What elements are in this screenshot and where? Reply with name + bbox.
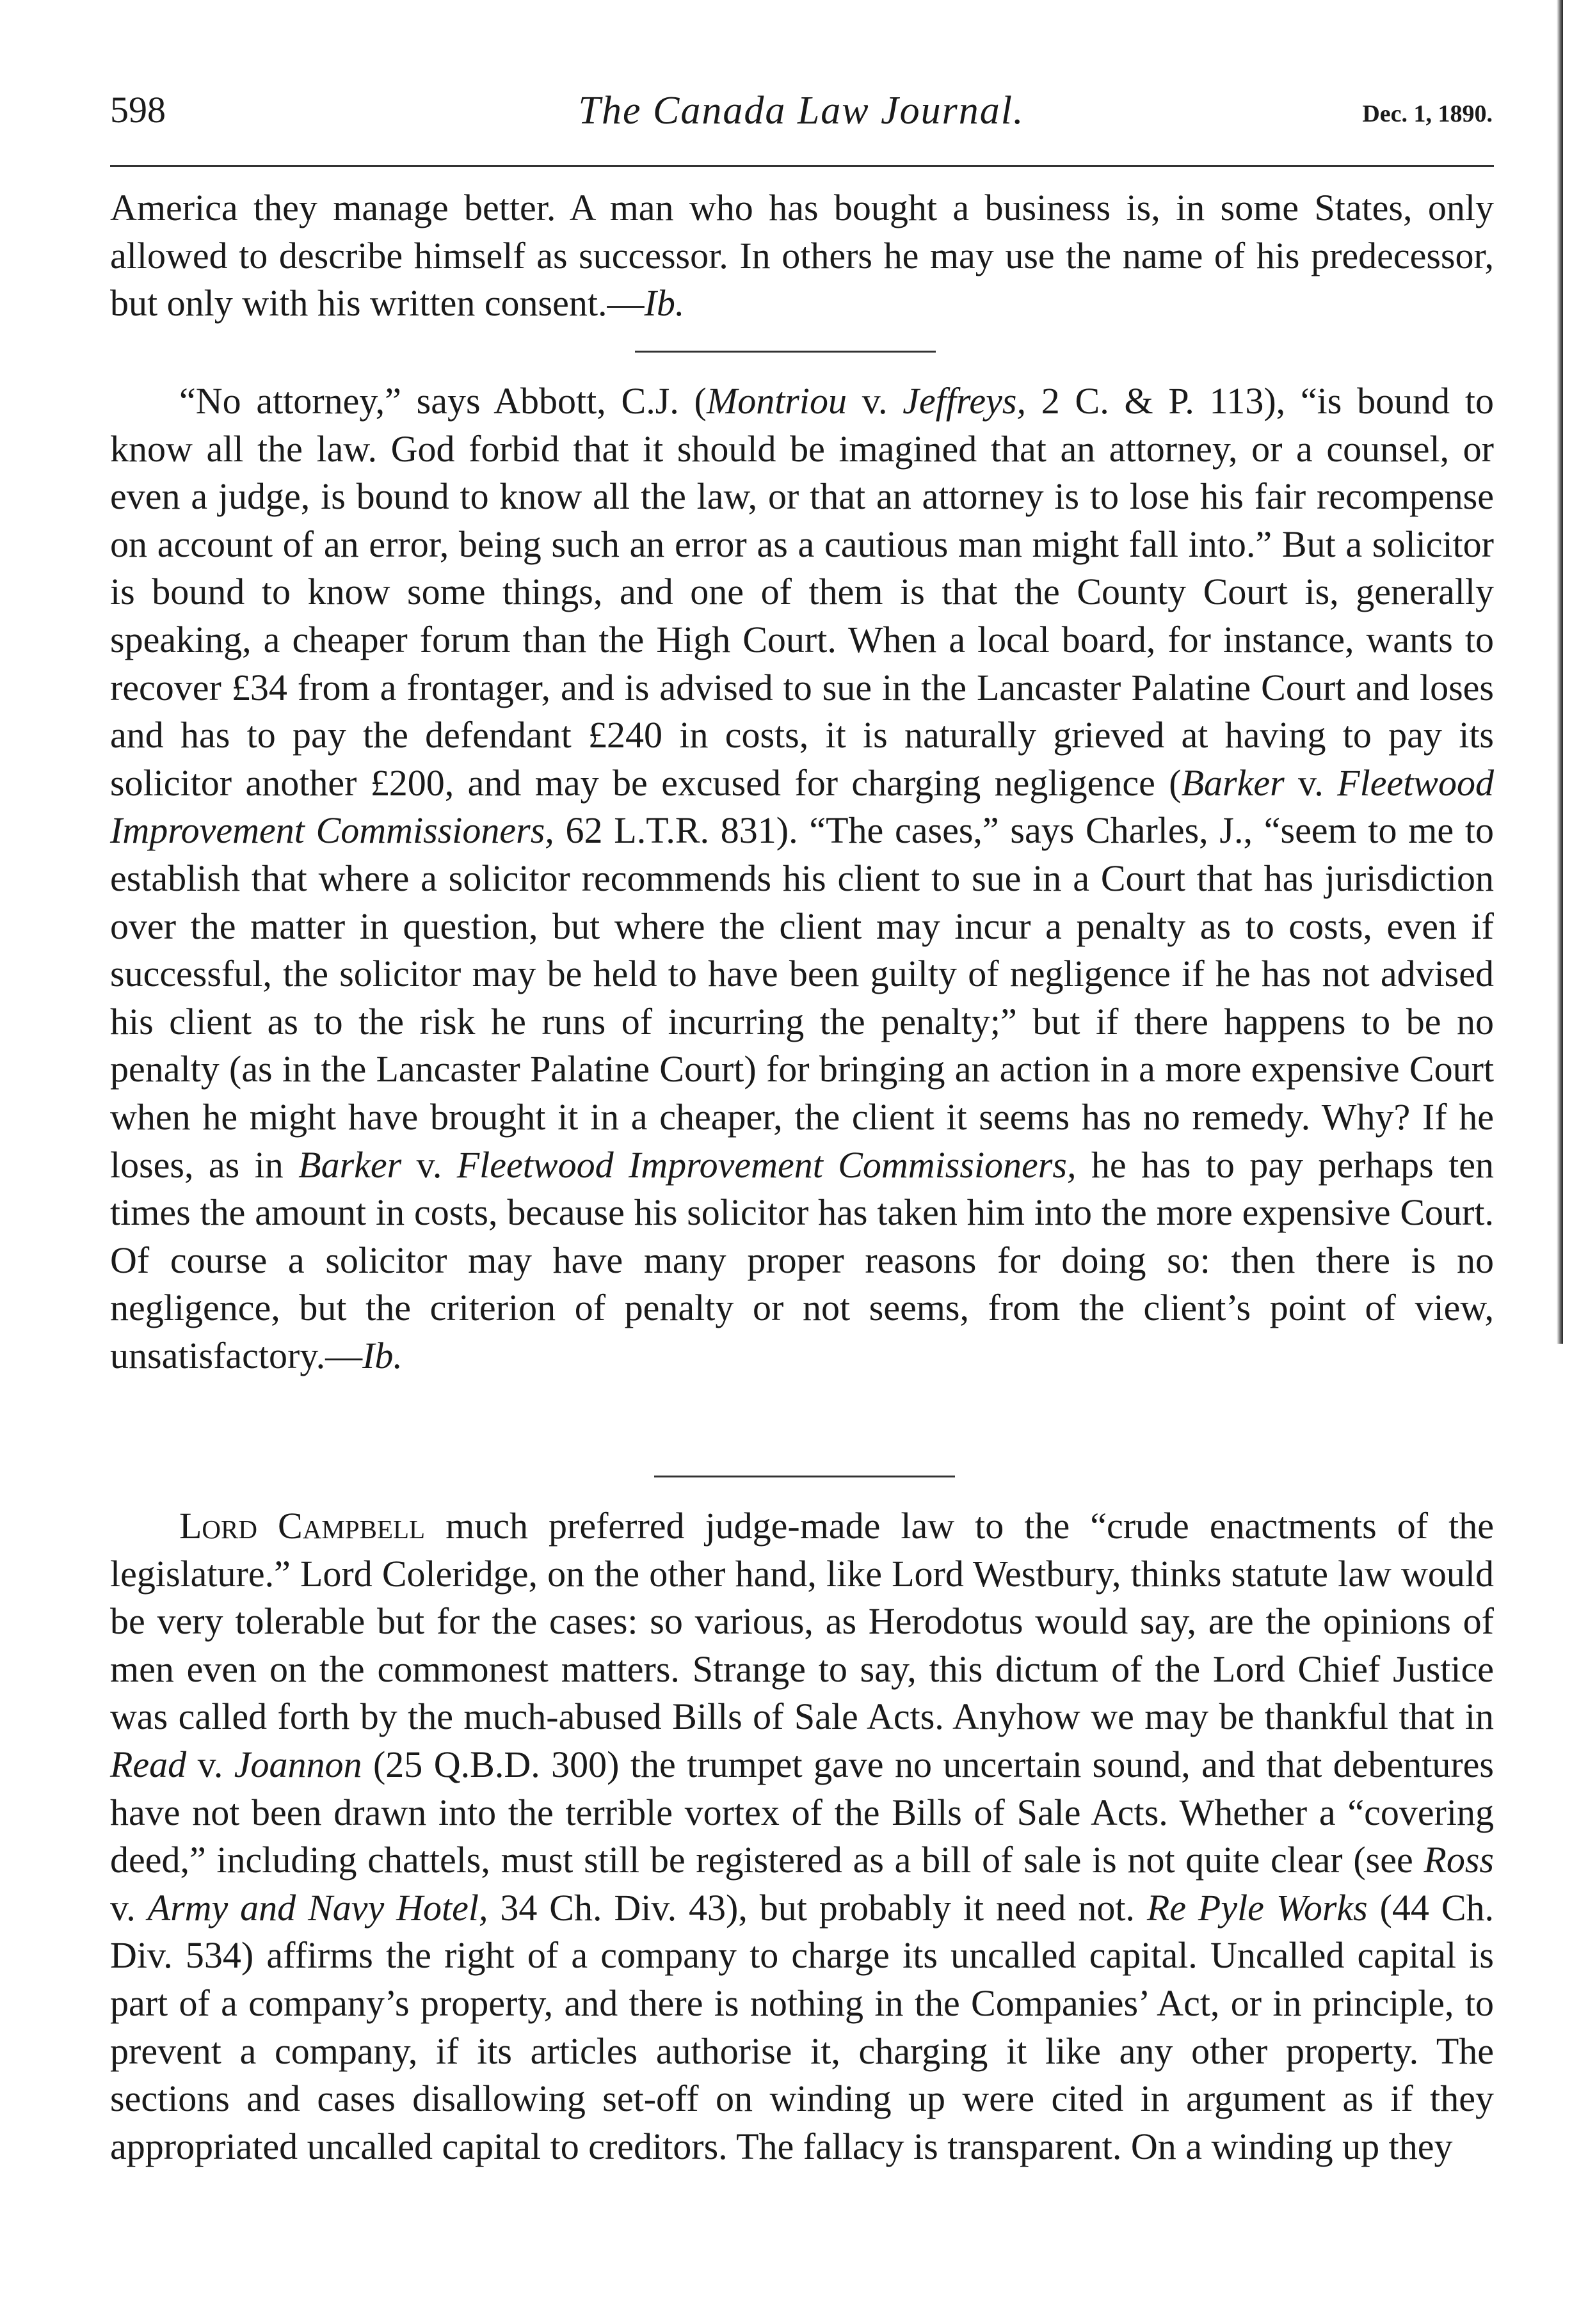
name-small-caps: Lord Campbell bbox=[179, 1505, 426, 1547]
page-number: 598 bbox=[110, 89, 166, 131]
journal-title: The Canada Law Journal. bbox=[578, 89, 1025, 132]
case-name: Fleetwood Improvement Commissioners, bbox=[110, 761, 1494, 852]
text-run: v. bbox=[401, 1143, 457, 1186]
text-run: much preferred judge-made law to the “crude enactments of the legislature.” Lord Coleridge, on the other hand, like Lord Westbury, thinks statute law would be very tolerable but for the cases: so various, as Herodotus would say, are the opinions of men even on the commonest matters. Strange to say, this dictum of the Lord Chief Justice was called forth by the much-abused Bills of Sale Acts. Anyhow we may be thankful that in bbox=[110, 1505, 1494, 1738]
text-run: 62 L.T.R. 831). “The cases,” says Charles, J., “seem to me to establish that where a solicitor recommends his client to sue in a Court that has jurisdiction over the matter in question, but where the client may incur a penalty as to costs, even if successful, the solicitor may be held to have been guilty of negligence if he has not advised his client as to the risk he runs of incurring the penalty;” but if there happens to be no penalty (as in the Lancaster Palatine Court) for bringing an action in a more expensive Court when he might have brought it in a cheaper, the client it seems has no remedy. Why? If he loses, as in bbox=[110, 809, 1494, 1186]
case-name: Jeffreys, bbox=[902, 380, 1026, 422]
text-run: v. bbox=[186, 1743, 234, 1785]
section-separator bbox=[635, 351, 936, 353]
running-header bbox=[110, 88, 1493, 139]
text-run: v. bbox=[110, 1886, 148, 1929]
text-run: 34 Ch. Div. 43), but probably it need not. bbox=[488, 1886, 1147, 1929]
case-name: Barker bbox=[1181, 761, 1285, 804]
section-separator bbox=[654, 1476, 955, 1477]
case-name: Joannon bbox=[234, 1743, 362, 1785]
paragraph-lord-campbell bbox=[110, 1502, 1494, 2170]
text-run: America they manage better. A man who has bought a business is, in some States, only allowed to describe himself as successor. In others he may use the name of his predecessor, but only with his written consent.— bbox=[110, 187, 1494, 324]
citation-ib: Ib. bbox=[644, 282, 685, 324]
page-edge-shadow bbox=[1557, 0, 1563, 1344]
issue-date: Dec. 1, 1890. bbox=[1362, 100, 1493, 127]
text-run: v. bbox=[1284, 761, 1338, 804]
case-name: Montriou bbox=[706, 380, 847, 422]
text-run: v. bbox=[847, 380, 903, 422]
text-run: “No attorney,” says Abbott, C.J. ( bbox=[179, 380, 707, 422]
text-run: (44 Ch. Div. 534) affirms the right of a company to charge its uncalled capital. Uncalled capital is part of a company’s property, and there is nothing in the Companies’ Act, or in principle, to prevent a company, if its articles authorise it, charging it like any other property. The sections and cases disallowing set-off on winding up were cited in argument as if they appropriated uncalled capital to creditors. The fallacy is transparent. On a winding up they bbox=[110, 1886, 1494, 2167]
case-name: Ross bbox=[1424, 1839, 1494, 1881]
case-name: Fleetwood Improvement Commissioners, bbox=[456, 1143, 1077, 1186]
case-name: Read bbox=[110, 1743, 187, 1785]
paragraph-attorney bbox=[110, 378, 1494, 1380]
case-name: Re Pyle Works bbox=[1146, 1886, 1368, 1929]
text-run: he has to pay perhaps ten times the amount in costs, because his solicitor has taken him into the more expensive Court. Of course a solicitor may have many proper reasons for doing so: then there is no negligence, but the criterion of penalty or not seems, from the client’s point of view, unsatisfactory.— bbox=[110, 1143, 1494, 1376]
case-name: Barker bbox=[298, 1143, 402, 1186]
case-name: Army and Navy Hotel, bbox=[147, 1886, 488, 1929]
paragraph-continued bbox=[110, 184, 1494, 328]
text-run: (25 Q.B.D. 300) the trumpet gave no uncertain sound, and that debentures have not been drawn into the terrible vortex of the Bills of Sale Acts. Whether a “covering deed,” including chattels, must still be registered as a bill of sale is not quite clear (see bbox=[110, 1743, 1494, 1881]
text-run: 2 C. & P. 113), “is bound to know all the law. God forbid that it should be imagined that an attorney, or a counsel, or even a judge, is bound to know all the law, or that an attorney is to lose his fair recompense on account of an error, being such an error as a cautious man might fall into.” But a solicitor is bound to know some things, and one of them is that the County Court is, generally speaking, a cheaper forum than the High Court. When a local board, for instance, wants to recover £34 from a frontager, and is advised to sue in the Lancaster Palatine Court and loses and has to pay the defendant £240 in costs, it is naturally grieved at having to pay its solicitor another £200, and may be excused for charging negligence ( bbox=[110, 380, 1494, 804]
header-rule bbox=[110, 165, 1494, 167]
citation-ib: Ib. bbox=[362, 1334, 403, 1376]
